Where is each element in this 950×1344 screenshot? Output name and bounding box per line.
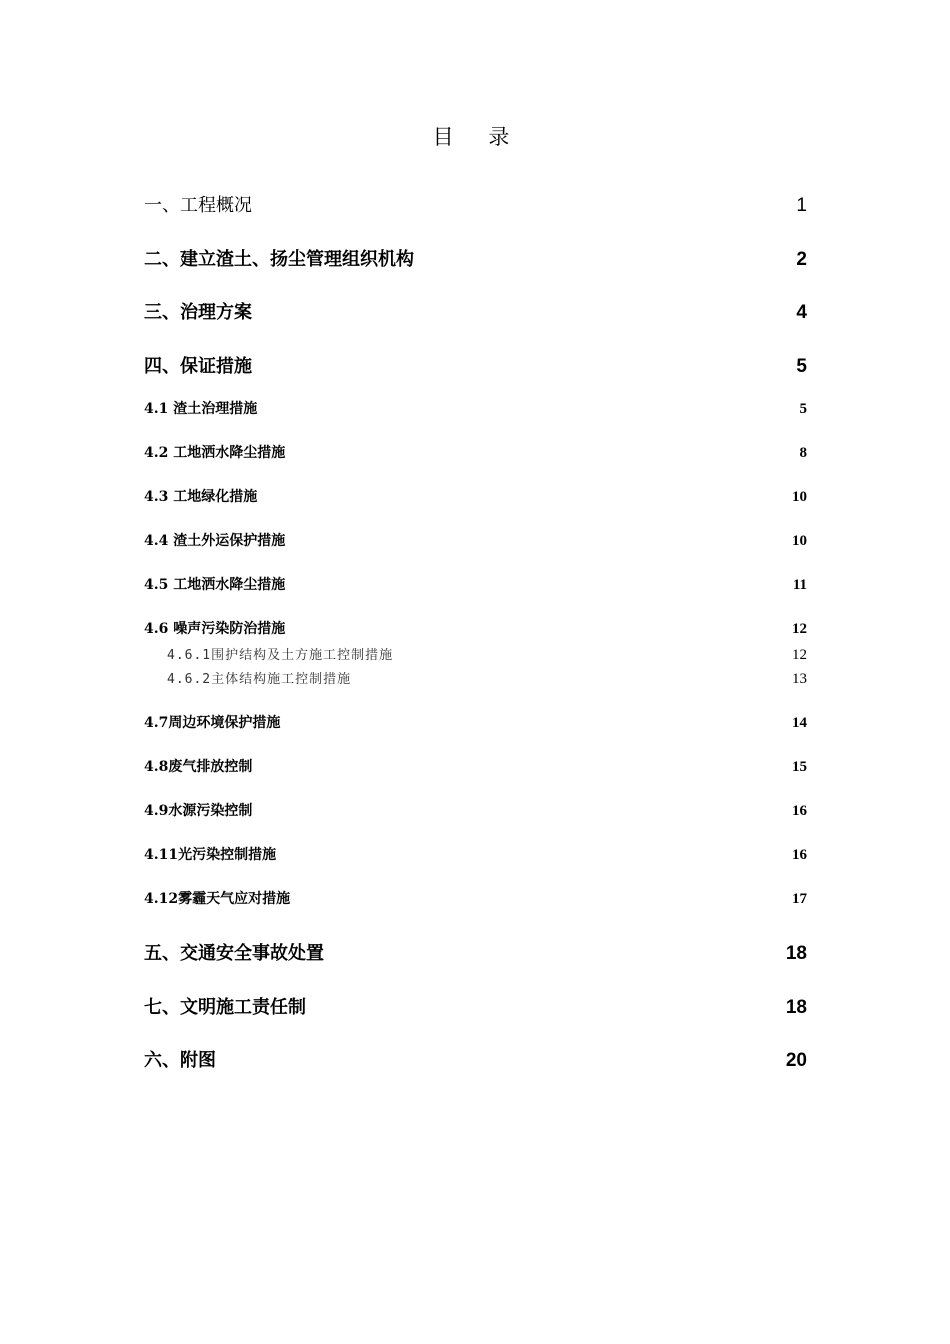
toc-entry-label: 4.11光污染控制措施 — [144, 847, 277, 863]
toc-entry-page: 2 — [796, 249, 807, 270]
toc-subentry[interactable] — [144, 530, 807, 550]
toc-entry-label: 五、交通安全事故处置 — [144, 943, 324, 964]
toc-entry-page: 5 — [799, 401, 807, 417]
toc-entry-label: 4.6 噪声污染防治措施 — [144, 621, 286, 637]
toc-subsubentry[interactable] — [167, 668, 807, 688]
toc-entry-page: 16 — [792, 803, 807, 819]
toc-entry-label: 4.4 渣土外运保护措施 — [144, 533, 286, 549]
toc-entry-page: 18 — [785, 943, 807, 964]
toc-entry-label: 4.3 工地绿化措施 — [144, 489, 258, 505]
toc-entry[interactable] — [144, 939, 807, 965]
toc-subentry[interactable] — [144, 574, 807, 594]
toc-subentry[interactable] — [144, 844, 807, 864]
toc-entry-label: 4.8废气排放控制 — [144, 759, 253, 775]
toc-entry-label: 四、保证措施 — [144, 356, 252, 377]
toc-subentry[interactable] — [144, 756, 807, 776]
toc-entry-page: 14 — [792, 715, 807, 731]
toc-entry[interactable] — [144, 993, 807, 1019]
toc-entry-page: 12 — [792, 647, 807, 663]
toc-entry-label: 4.7周边环境保护措施 — [144, 715, 281, 731]
toc-entry-page: 15 — [792, 759, 807, 775]
toc-entry-page: 20 — [785, 1050, 807, 1071]
toc-subentry[interactable] — [144, 398, 807, 418]
toc-entry-page: 8 — [799, 445, 807, 461]
toc-entry-label: 三、治理方案 — [144, 302, 252, 323]
toc-entry-label: 七、文明施工责任制 — [144, 997, 306, 1018]
toc-entry[interactable] — [144, 245, 807, 271]
toc-entry-page: 12 — [792, 621, 807, 637]
toc-entry-label: 六、附图 — [144, 1050, 216, 1071]
toc-entry-label: 4.5 工地洒水降尘措施 — [144, 577, 286, 593]
toc-entry-label: 一、工程概况 — [144, 195, 252, 216]
toc-subentry[interactable] — [144, 618, 807, 638]
toc-subentry[interactable] — [144, 800, 807, 820]
toc-entry-label: 4.2 工地洒水降尘措施 — [144, 445, 286, 461]
toc-entry[interactable] — [144, 298, 807, 324]
toc-entry-page: 10 — [792, 533, 807, 549]
toc-subsubentry[interactable] — [167, 644, 807, 664]
toc-entry-label: 4.6.2主体结构施工控制措施 — [167, 672, 352, 687]
toc-entry[interactable] — [144, 191, 807, 217]
toc-entry-page: 17 — [792, 891, 807, 907]
toc-entry-page: 1 — [796, 195, 807, 216]
toc-entry-label: 4.9水源污染控制 — [144, 803, 253, 819]
toc-entry-page: 16 — [792, 847, 807, 863]
toc-entry-page: 18 — [785, 997, 807, 1018]
toc-entry-label: 4.12雾霾天气应对措施 — [144, 891, 291, 907]
toc-entry-page: 11 — [792, 577, 807, 593]
toc-subentry[interactable] — [144, 442, 807, 462]
toc-entry-page: 13 — [792, 671, 807, 687]
toc-entry-page: 5 — [796, 356, 807, 377]
toc-entry[interactable] — [144, 352, 807, 378]
toc-title: 目 录 — [432, 125, 524, 149]
toc-subentry[interactable] — [144, 486, 807, 506]
toc-subentry[interactable] — [144, 712, 807, 732]
toc-entry-label: 4.1 渣土治理措施 — [144, 401, 258, 417]
toc-entry-page: 10 — [792, 489, 807, 505]
toc-entry-label: 二、建立渣土、扬尘管理组织机构 — [144, 249, 414, 270]
toc-entry-page: 4 — [796, 302, 807, 323]
toc-entry-label: 4.6.1围护结构及土方施工控制措施 — [167, 648, 394, 663]
toc-subentry[interactable] — [144, 888, 807, 908]
toc-entry[interactable] — [144, 1046, 807, 1072]
